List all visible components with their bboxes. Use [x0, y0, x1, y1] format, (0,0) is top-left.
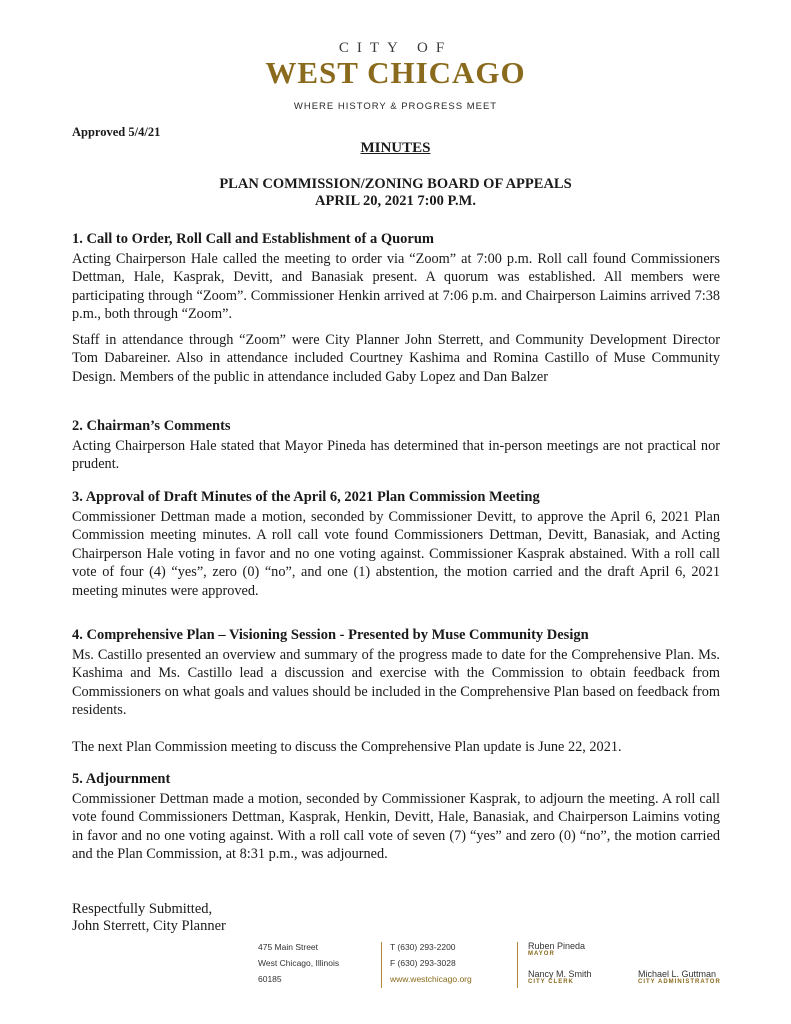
- section-2-paragraph: Acting Chairperson Hale stated that Mayor Pineda has determined that in-person meetings are not practical nor prudent.: [72, 438, 720, 473]
- clerk-title: CITY CLERK: [528, 979, 574, 985]
- footer-phone: T (630) 293-2200: [390, 942, 456, 952]
- administrator-name: Michael L. Guttman: [638, 969, 717, 979]
- section-1-paragraph-2: Staff in attendance through “Zoom” were City Planner John Sterrett, and Community Development Director Tom Dabareiner. Also in attendance included Courtney Kashima and Romina Castillo of Muse Community Design. Members of the public in attendance included Gaby Lopez and Dan Balzer: [72, 332, 720, 385]
- footer-address-line-2: West Chicago, Illinois: [258, 958, 340, 968]
- meeting-body: PLAN COMMISSION/ZONING BOARD OF APPEALS: [219, 176, 572, 192]
- footer-divider-1: [381, 942, 382, 988]
- footer-clerk: [528, 969, 592, 985]
- clerk-name: Nancy M. Smith: [528, 969, 592, 979]
- footer-address: [258, 939, 339, 987]
- footer-fax: F (630) 293-3028: [390, 958, 456, 968]
- logo-city-of: CITY OF: [338, 40, 453, 56]
- section-3-paragraph: Commissioner Dettman made a motion, seconded by Commissioner Devitt, to approve the April 6, 2021 Plan Commission meeting minutes. A roll call vote found Commissioners Dettman, Devitt, Banasiak, and Acting Chairperson Hale voting in favor and no one voting against. Commissioner Kasprak abstained. With a roll call vote of four (4) “yes”, zero (0) “no”, and one (1) abstention, the motion carried and the draft April 6, 2021 meeting minutes were approved.: [72, 509, 720, 599]
- footer-divider-2: [517, 942, 518, 988]
- section-4-heading: 4. Comprehensive Plan – Visioning Session - Presented by Muse Community Design: [72, 627, 589, 643]
- footer-address-line-3: 60185: [258, 974, 282, 984]
- section-1-paragraph-1: Acting Chairperson Hale called the meeting to order via “Zoom” at 7:00 p.m. Roll call found Commissioners Dettman, Hale, Kasprak, Devitt, and Banasiak present. A quorum was established. All members were participating through “Zoom”. Commissioner Henkin arrived at 7:06 p.m. and Chairperson Laimins arrived 7:38 p.m., both through “Zoom”.: [72, 251, 720, 323]
- meeting-date: APRIL 20, 2021 7:00 P.M.: [315, 193, 476, 209]
- footer-administrator: [638, 969, 721, 985]
- signature-name: John Sterrett, City Planner: [72, 918, 226, 934]
- approved-date: Approved 5/4/21: [72, 125, 161, 139]
- section-5-paragraph: Commissioner Dettman made a motion, seconded by Commissioner Kasprak, to adjourn the meeting. A roll call vote found Commissioners Dettman, Kasprak, Henkin, Devitt, Hale, Banasiak, and Chairperson Laimins voting in favor and no one voting against. With a roll call vote of seven (7) “yes” and zero (0) “no”, the motion carried and the Plan Commission, at 8:31 p.m., was adjourned.: [72, 791, 720, 863]
- footer-address-line-1: 475 Main Street: [258, 942, 319, 952]
- footer-mayor: [528, 941, 585, 957]
- footer-website[interactable]: www.westchicago.org: [390, 974, 472, 984]
- section-3-heading: 3. Approval of Draft Minutes of the April 6, 2021 Plan Commission Meeting: [72, 489, 540, 505]
- signature-closing: Respectfully Submitted,: [72, 901, 213, 917]
- section-5-heading: 5. Adjournment: [72, 771, 171, 787]
- document-title: MINUTES: [360, 140, 431, 156]
- section-1-heading: 1. Call to Order, Roll Call and Establishment of a Quorum: [72, 231, 434, 247]
- section-4-paragraph-1: Ms. Castillo presented an overview and summary of the progress made to date for the Comprehensive Plan. Ms. Kashima and Ms. Castillo lead a discussion and exercise with the Commission to obtain feedback from Commissioners on what goals and values should be included in the Comprehensive Plan based on feedback from residents.: [72, 647, 720, 719]
- section-4-paragraph-2: The next Plan Commission meeting to discuss the Comprehensive Plan update is June 22, 2021.: [72, 739, 622, 755]
- logo-west-chicago: WEST CHICAGO: [265, 55, 526, 90]
- section-2-heading: 2. Chairman’s Comments: [72, 418, 231, 434]
- administrator-title: CITY ADMINISTRATOR: [638, 979, 721, 985]
- mayor-title: MAYOR: [528, 951, 555, 957]
- mayor-name: Ruben Pineda: [528, 941, 586, 951]
- footer-contact: [390, 939, 472, 987]
- logo-tagline: WHERE HISTORY & PROGRESS MEET: [293, 101, 498, 112]
